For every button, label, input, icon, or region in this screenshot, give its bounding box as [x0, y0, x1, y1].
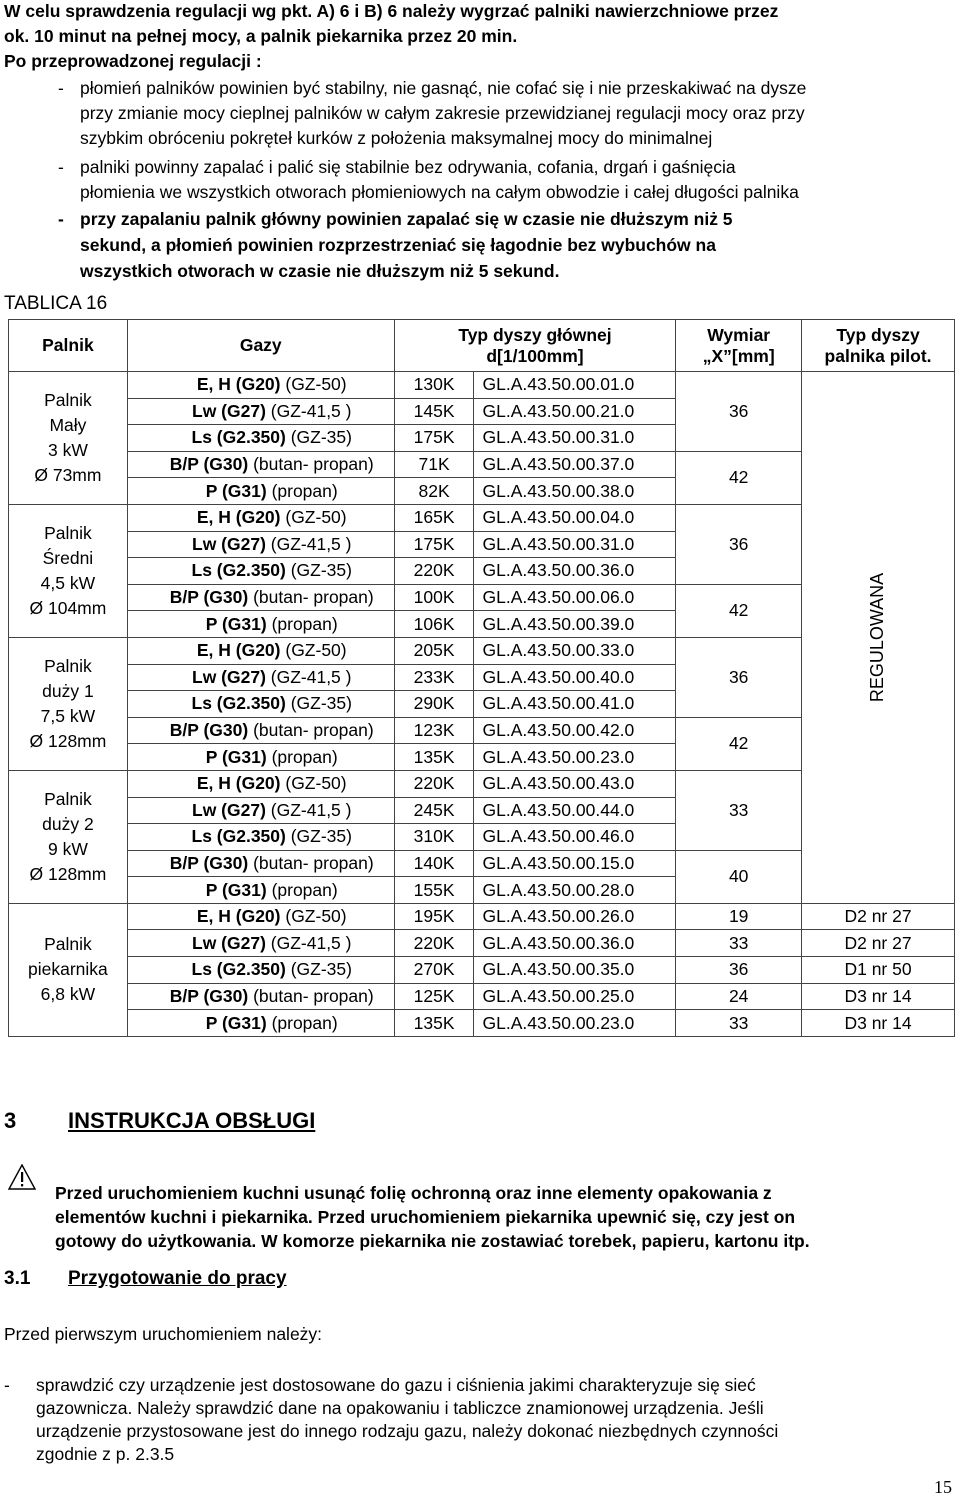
nozzle-code: GL.A.43.50.00.25.0 — [474, 983, 676, 1010]
pilot-nozzle-cell: D2 nr 27 — [802, 903, 955, 930]
gas-name: Ls (G2.350) — [191, 959, 286, 980]
gas-name: P (G31) — [205, 879, 267, 900]
gas-group: (butan- propan) — [248, 985, 374, 1006]
gas-name: B/P (G30) — [169, 454, 249, 475]
nozzle-size: 165K — [394, 504, 474, 531]
gas-cell — [127, 372, 394, 399]
gas-cell — [127, 664, 394, 691]
burner-label: Mały — [49, 414, 87, 435]
bullet-line-4: zgodnie z p. 2.3.5 — [36, 1444, 175, 1464]
burner-label: piekarnika — [28, 959, 108, 980]
burner-cell — [9, 504, 128, 637]
burner-label: 6,8 kW — [40, 984, 96, 1005]
burner-label: Palnik — [44, 389, 92, 410]
gas-name: Lw (G27) — [192, 400, 266, 421]
nozzle-size: 175K — [394, 425, 474, 452]
wymiar-cell: 19 — [676, 903, 802, 930]
gas-name: E, H (G20) — [196, 507, 281, 528]
gas-group: (GZ-35) — [285, 959, 352, 980]
gas-cell — [127, 611, 394, 638]
table-row — [9, 1010, 955, 1037]
nozzle-size: 135K — [394, 1010, 474, 1037]
gas-cell — [127, 957, 394, 984]
burner-label: Palnik — [44, 934, 92, 955]
nozzle-code: GL.A.43.50.00.46.0 — [474, 824, 676, 851]
burner-label: 9 kW — [47, 838, 88, 859]
gas-group: (GZ-35) — [285, 427, 352, 448]
subsection-number: 3.1 — [4, 1268, 31, 1289]
nozzle-size: 106K — [394, 611, 474, 638]
bullet-3-line-1: przy zapalaniu palnik główny powinien zapalać się w czasie nie dłuższym niż 5 — [80, 209, 733, 229]
nozzle-code: GL.A.43.50.00.01.0 — [474, 372, 676, 399]
burner-cell — [9, 770, 128, 903]
header-pilot-line-1: Typ dyszy — [836, 324, 920, 345]
gas-name: E, H (G20) — [196, 906, 281, 927]
nozzle-size: 135K — [394, 744, 474, 771]
burner-label: 3 kW — [47, 439, 88, 460]
gas-name: P (G31) — [205, 613, 267, 634]
bullet-line-2: gazownicza. Należy sprawdzić dane na opakowaniu i tabliczce znamionowej urządzenia. Jeśli — [36, 1398, 764, 1418]
burner-label: duży 2 — [42, 813, 94, 834]
table-row — [9, 930, 955, 957]
pilot-nozzle-cell: D2 nr 27 — [802, 930, 955, 957]
gas-name: Lw (G27) — [192, 799, 266, 820]
nozzle-size: 245K — [394, 797, 474, 824]
nozzle-size: 270K — [394, 957, 474, 984]
gas-cell — [127, 637, 394, 664]
gas-name: Lw (G27) — [192, 932, 266, 953]
nozzle-code: GL.A.43.50.00.26.0 — [474, 903, 676, 930]
gas-cell — [127, 691, 394, 718]
bullet-2-line-2: płomienia we wszystkich otworach płomieniowych na całym obwodzie i całej długości palnika — [80, 182, 799, 202]
bullet-3-line-3: wszystkich otworach w czasie nie dłuższym niż 5 sekund. — [80, 261, 560, 281]
bullet-1-line-1: płomień palników powinien być stabilny, nie gasnąć, nie cofać się i nie przeskakiwać na dysze — [80, 78, 807, 98]
pilot-nozzle-cell: D1 nr 50 — [802, 957, 955, 984]
bullet-1-line-3: szybkim obróceniu pokręteł kurków z położenia maksymalnej mocy do minimalnej — [80, 128, 713, 148]
gas-group: (butan- propan) — [248, 587, 374, 608]
bullet-dash: - — [58, 157, 64, 177]
bullet-line-1: sprawdzić czy urządzenie jest dostosowane do gazu i ciśnienia jakimi charakteryzuje się sieć — [36, 1375, 756, 1395]
gas-cell — [127, 1010, 394, 1037]
gas-group: (propan) — [266, 480, 338, 501]
gas-cell — [127, 850, 394, 877]
wymiar-cell: 36 — [676, 957, 802, 984]
nozzle-size: 130K — [394, 372, 474, 399]
wymiar-cell: 42 — [676, 451, 802, 504]
header-wymiar-line-1: Wymiar — [707, 324, 771, 345]
warning-triangle-icon — [8, 1164, 36, 1195]
burner-label: Palnik — [44, 655, 92, 676]
nozzle-code: GL.A.43.50.00.36.0 — [474, 558, 676, 585]
gas-name: Ls (G2.350) — [191, 693, 286, 714]
subsection-title: Przygotowanie do pracy — [68, 1268, 287, 1289]
gas-group: (propan) — [266, 746, 338, 767]
gas-cell — [127, 930, 394, 957]
gas-name: B/P (G30) — [169, 720, 249, 741]
gas-group: (GZ-41,5 ) — [265, 400, 352, 421]
nozzle-code: GL.A.43.50.00.15.0 — [474, 850, 676, 877]
paragraph: Przed pierwszym uruchomieniem należy: — [4, 1324, 323, 1344]
bullet-3-line-2: sekund, a płomień powinien rozprzestrzeniać się łagodnie bez wybuchów na — [80, 235, 716, 255]
gas-cell — [127, 531, 394, 558]
nozzle-code: GL.A.43.50.00.31.0 — [474, 531, 676, 558]
header-dysza-line-1: Typ dyszy głównej — [458, 324, 612, 345]
burner-cell — [9, 903, 128, 1036]
pilot-nozzle-cell: D3 nr 14 — [802, 1010, 955, 1037]
gas-group: (butan- propan) — [248, 852, 374, 873]
nozzle-size: 82K — [394, 478, 474, 505]
table-row — [9, 957, 955, 984]
nozzle-size: 123K — [394, 717, 474, 744]
gas-cell — [127, 478, 394, 505]
gas-group: (GZ-50) — [280, 773, 347, 794]
table-header-row — [9, 320, 955, 372]
header-gazy: Gazy — [127, 320, 394, 372]
nozzle-code: GL.A.43.50.00.23.0 — [474, 744, 676, 771]
gas-group: (GZ-50) — [280, 507, 347, 528]
gas-group: (GZ-35) — [285, 693, 352, 714]
gas-group: (butan- propan) — [248, 454, 374, 475]
gas-name: P (G31) — [205, 746, 267, 767]
header-pilot-line-2: palnika pilot. — [824, 345, 932, 366]
intro-line-1: W celu sprawdzenia regulacji wg pkt. A) 6 i B) 6 należy wygrzać palniki nawierzchniowe przez — [4, 1, 779, 21]
gas-cell — [127, 877, 394, 904]
pilot-regulated-cell — [802, 372, 955, 904]
intro-heading: Po przeprowadzonej regulacji : — [4, 51, 262, 71]
gas-group: (GZ-50) — [280, 640, 347, 661]
gas-group: (GZ-35) — [285, 826, 352, 847]
gas-group: (propan) — [266, 613, 338, 634]
burner-cell — [9, 372, 128, 505]
nozzle-code: GL.A.43.50.00.39.0 — [474, 611, 676, 638]
gas-name: E, H (G20) — [196, 640, 281, 661]
burner-label: Palnik — [44, 788, 92, 809]
nozzle-code: GL.A.43.50.00.06.0 — [474, 584, 676, 611]
wymiar-cell: 36 — [676, 504, 802, 584]
nozzle-size: 233K — [394, 664, 474, 691]
gas-name: Lw (G27) — [192, 666, 266, 687]
nozzle-size: 290K — [394, 691, 474, 718]
gas-cell — [127, 425, 394, 452]
burner-label: Palnik — [44, 522, 92, 543]
table-row — [9, 372, 955, 399]
nozzle-size: 310K — [394, 824, 474, 851]
nozzle-code: GL.A.43.50.00.28.0 — [474, 877, 676, 904]
gas-group: (GZ-35) — [285, 560, 352, 581]
gas-cell — [127, 451, 394, 478]
nozzle-size: 205K — [394, 637, 474, 664]
nozzle-size: 220K — [394, 558, 474, 585]
wymiar-cell: 36 — [676, 637, 802, 717]
intro-line-2: ok. 10 minut na pełnej mocy, a palnik piekarnika przez 20 min. — [4, 26, 518, 46]
burner-nozzle-table — [8, 319, 955, 1037]
wymiar-cell: 33 — [676, 930, 802, 957]
gas-cell — [127, 398, 394, 425]
wymiar-cell: 42 — [676, 584, 802, 637]
gas-name: Ls (G2.350) — [191, 560, 286, 581]
burner-label: Średni — [42, 547, 94, 568]
burner-label: 4,5 kW — [40, 572, 96, 593]
gas-name: P (G31) — [205, 1012, 267, 1033]
regulowana-label: REGULOWANA — [867, 572, 888, 703]
gas-cell — [127, 717, 394, 744]
gas-group: (propan) — [266, 879, 338, 900]
wymiar-cell: 24 — [676, 983, 802, 1010]
burner-cell — [9, 637, 128, 770]
gas-group: (propan) — [266, 1012, 338, 1033]
bullet-line-3: urządzenie przystosowane jest do innego rodzaju gazu, należy dokonać niezbędnych czynności — [36, 1421, 779, 1441]
nozzle-size: 100K — [394, 584, 474, 611]
nozzle-size: 220K — [394, 770, 474, 797]
gas-cell — [127, 824, 394, 851]
wymiar-cell: 42 — [676, 717, 802, 770]
header-wymiar — [676, 320, 802, 372]
bullet-dash: - — [4, 1375, 10, 1395]
gas-name: E, H (G20) — [196, 374, 281, 395]
nozzle-code: GL.A.43.50.00.40.0 — [474, 664, 676, 691]
gas-name: B/P (G30) — [169, 587, 249, 608]
section-number: 3 — [4, 1108, 17, 1133]
nozzle-code: GL.A.43.50.00.41.0 — [474, 691, 676, 718]
header-wymiar-line-2: „X”[mm] — [702, 345, 775, 366]
nozzle-size: 125K — [394, 983, 474, 1010]
nozzle-code: GL.A.43.50.00.31.0 — [474, 425, 676, 452]
gas-group: (butan- propan) — [248, 720, 374, 741]
nozzle-size: 175K — [394, 531, 474, 558]
burner-label: Ø 73mm — [34, 464, 102, 485]
nozzle-code: GL.A.43.50.00.23.0 — [474, 1010, 676, 1037]
gas-group: (GZ-50) — [280, 906, 347, 927]
nozzle-code: GL.A.43.50.00.37.0 — [474, 451, 676, 478]
pilot-nozzle-cell: D3 nr 14 — [802, 983, 955, 1010]
nozzle-size: 220K — [394, 930, 474, 957]
gas-cell — [127, 983, 394, 1010]
gas-cell — [127, 903, 394, 930]
gas-cell — [127, 744, 394, 771]
nozzle-code: GL.A.43.50.00.33.0 — [474, 637, 676, 664]
section-title: INSTRUKCJA OBSŁUGI — [68, 1108, 316, 1133]
wymiar-cell: 33 — [676, 1010, 802, 1037]
burner-label: Ø 128mm — [29, 863, 107, 884]
header-dysza-line-2: d[1/100mm] — [486, 345, 584, 366]
wymiar-cell: 33 — [676, 770, 802, 850]
gas-name: E, H (G20) — [196, 773, 281, 794]
nozzle-size: 145K — [394, 398, 474, 425]
gas-group: (GZ-41,5 ) — [265, 932, 352, 953]
header-pilot — [802, 320, 955, 372]
gas-name: Ls (G2.350) — [191, 826, 286, 847]
gas-cell — [127, 504, 394, 531]
nozzle-code: GL.A.43.50.00.36.0 — [474, 930, 676, 957]
bullet-1-line-2: przy zmianie mocy cieplnej palników w całym zakresie przewidzianej regulacji mocy oraz przy — [80, 103, 805, 123]
gas-group: (GZ-41,5 ) — [265, 666, 352, 687]
gas-name: Ls (G2.350) — [191, 427, 286, 448]
nozzle-size: 71K — [394, 451, 474, 478]
gas-cell — [127, 797, 394, 824]
nozzle-size: 140K — [394, 850, 474, 877]
nozzle-code: GL.A.43.50.00.44.0 — [474, 797, 676, 824]
burner-label: duży 1 — [42, 680, 94, 701]
gas-name: Lw (G27) — [192, 533, 266, 554]
header-dysza — [394, 320, 676, 372]
header-palnik: Palnik — [9, 320, 128, 372]
burner-label: 7,5 kW — [40, 705, 96, 726]
gas-cell — [127, 770, 394, 797]
warning-line-3: gotowy do użytkowania. W komorze piekarnika nie zostawiać torebek, papieru, kartonu itp. — [55, 1231, 810, 1251]
table-title: TABLICA 16 — [4, 293, 108, 314]
bullet-dash: - — [58, 78, 64, 98]
nozzle-code: GL.A.43.50.00.35.0 — [474, 957, 676, 984]
nozzle-code: GL.A.43.50.00.43.0 — [474, 770, 676, 797]
gas-group: (GZ-41,5 ) — [265, 799, 352, 820]
bullet-2-line-1: palniki powinny zapalać i palić się stabilnie bez odrywania, cofania, drgań i gaśnięcia — [80, 157, 736, 177]
gas-name: B/P (G30) — [169, 985, 249, 1006]
nozzle-code: GL.A.43.50.00.38.0 — [474, 478, 676, 505]
gas-group: (GZ-41,5 ) — [265, 533, 352, 554]
wymiar-cell: 40 — [676, 850, 802, 903]
burner-label: Ø 128mm — [29, 730, 107, 751]
nozzle-code: GL.A.43.50.00.42.0 — [474, 717, 676, 744]
gas-cell — [127, 558, 394, 585]
gas-group: (GZ-50) — [280, 374, 347, 395]
burner-label: Ø 104mm — [29, 597, 107, 618]
table-row — [9, 983, 955, 1010]
warning-line-2: elementów kuchni i piekarnika. Przed uruchomieniem piekarnika upewnić się, czy jest on — [55, 1207, 796, 1227]
gas-name: P (G31) — [205, 480, 267, 501]
bullet-dash: - — [58, 209, 64, 229]
page-number: 15 — [934, 1477, 952, 1497]
nozzle-size: 195K — [394, 903, 474, 930]
nozzle-code: GL.A.43.50.00.21.0 — [474, 398, 676, 425]
nozzle-code: GL.A.43.50.00.04.0 — [474, 504, 676, 531]
nozzle-size: 155K — [394, 877, 474, 904]
table-row — [9, 903, 955, 930]
warning-line-1: Przed uruchomieniem kuchni usunąć folię ochronną oraz inne elementy opakowania z — [55, 1183, 772, 1203]
wymiar-cell: 36 — [676, 372, 802, 452]
gas-cell — [127, 584, 394, 611]
gas-name: B/P (G30) — [169, 852, 249, 873]
